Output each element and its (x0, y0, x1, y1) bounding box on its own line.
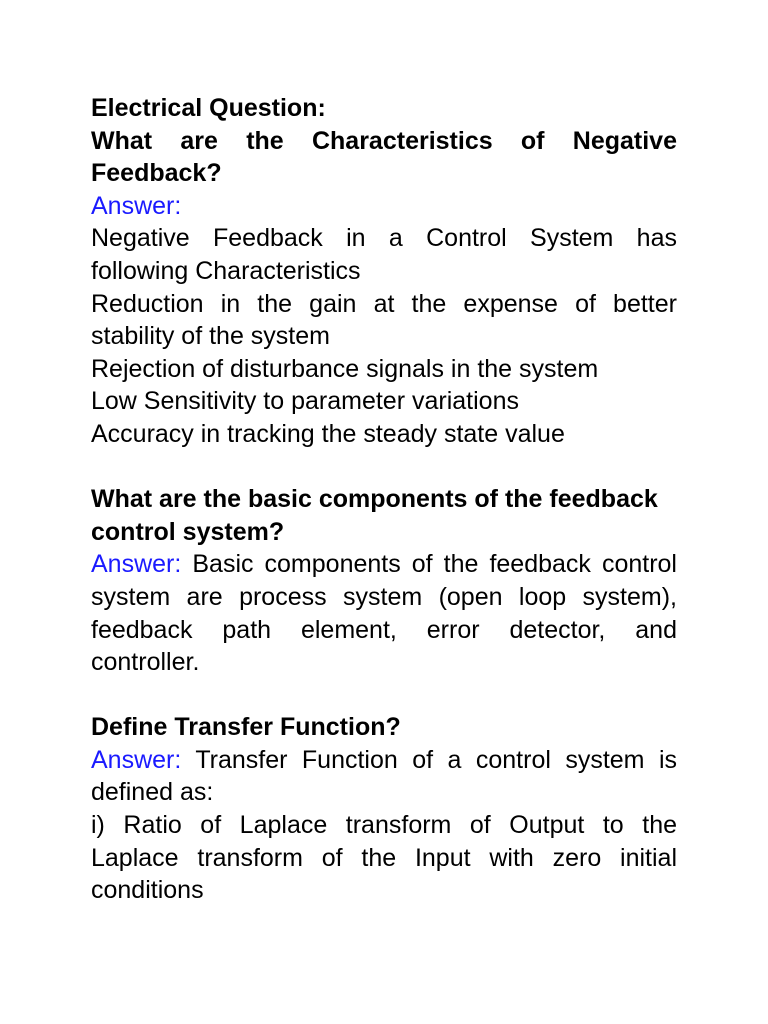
answer-label: Answer: (91, 745, 182, 774)
question-basic-components: What are the basic components of the feedback control system? (91, 485, 658, 546)
document-heading: Electrical Question: (91, 94, 326, 122)
paragraph-gap (91, 451, 677, 484)
definition-item: i) Ratio of Laplace transform of Output to the Laplace transform of the Input with zero initial conditions (91, 811, 677, 905)
paragraph-gap (91, 679, 677, 712)
question-negative-feedback: What are the Characteristics of Negative Feedback? (91, 126, 677, 188)
answer-text: Basic components of the feedback control system are process system (open loop system), feedback path element, error detector, and controller. (91, 550, 677, 677)
characteristic-item: Accuracy in tracking the steady state value (91, 419, 565, 448)
characteristic-item: Low Sensitivity to parameter variations (91, 387, 519, 416)
answer-label: Answer: (91, 550, 182, 579)
answer-paragraph (91, 744, 677, 809)
answer-text: Transfer Function of a control system is defined as: (91, 745, 678, 807)
answer-paragraph (91, 548, 677, 678)
answer-intro: Negative Feedback in a Control System has following Characteristics (91, 224, 677, 285)
question-transfer-function: Define Transfer Function? (91, 713, 401, 742)
characteristic-item: Rejection of disturbance signals in the system (91, 354, 599, 383)
document-page (91, 92, 677, 907)
characteristic-item: Reduction in the gain at the expense of better stability of the system (91, 289, 677, 351)
answer-label: Answer: (91, 191, 182, 220)
